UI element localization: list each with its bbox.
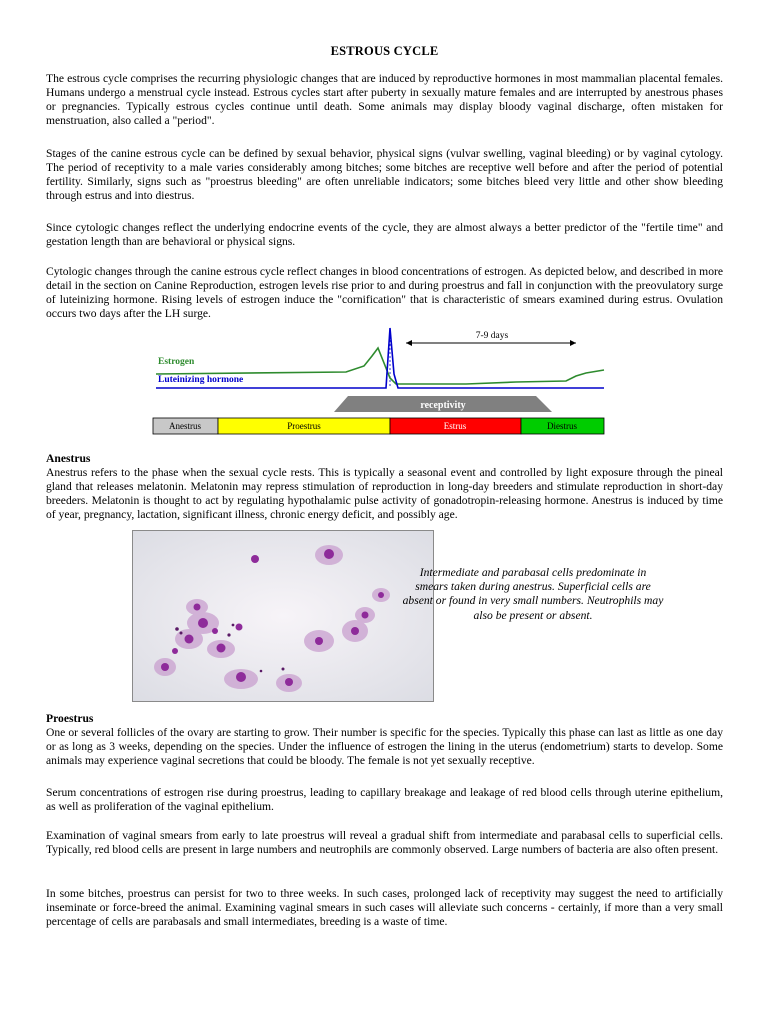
intro-paragraph: Since cytologic changes reflect the underlying endocrine events of the cycle, they are almost always a better predictor of the "fertile time" and gestation length than are behavioral or physical signs.	[46, 221, 723, 248]
page-title: ESTROUS CYCLE	[330, 44, 439, 58]
anestrus-image-caption: Intermediate and parabasal cells predominate in smears taken during anestrus. Superficial cells are absent or found in very small numbers. Neutrophils may also be present or absent.	[402, 566, 664, 622]
hormone-phase-diagram	[46, 318, 723, 440]
proestrus-paragraph: One or several follicles of the ovary are starting to grow. Their number is specific for the species. Typically this phase can last as little as one day or as long as 3 weeks, depending on the species. Under the influence of estrogen the lining in the uterus (endometrium) starts to develop. Some animals may experience vaginal secretions that could be bloody. The female is not yet sexually receptive.	[46, 726, 723, 767]
phase-label: Diestrus	[547, 421, 577, 431]
intro-paragraph: Stages of the canine estrous cycle can be defined by sexual behavior, physical signs (vulvar swelling, vaginal bleeding) or by vaginal cytology. The period of receptivity to a male varies considerably among bitches; some bitches are receptive well before and after the period of potential fertility. Similarly, signs such as "proestrus bleeding" are often unreliable indicators; some bitches bleed very little and other show bleeding through estrus and into diestrus.	[46, 147, 723, 202]
proestrus-paragraph: In some bitches, proestrus can persist for two to three weeks. In such cases, prolonged lack of receptivity may suggest the need to artificially inseminate or force-breed the animal. Examining vaginal smears in such cases will alleviate such concerns - certainly, if more than a very small percentage of cells are parabasals and small intermediates, breeding is a waste of time.	[46, 887, 723, 928]
anestrus-smear-image	[132, 530, 434, 702]
phase-label: Proestrus	[287, 421, 321, 431]
section-heading-anestrus: Anestrus	[46, 452, 91, 465]
proestrus-paragraph: Serum concentrations of estrogen rise during proestrus, leading to capillary breakage and leakage of red blood cells through uterine epithelium, as well as proliferation of the vaginal epithelium.	[46, 786, 723, 813]
interval-label: 7-9 days	[475, 331, 509, 341]
phase-label: Anestrus	[169, 421, 201, 431]
estrogen-label: Estrogen	[158, 357, 195, 367]
receptivity-label: receptivity	[420, 400, 466, 411]
anestrus-paragraph: Anestrus refers to the phase when the sexual cycle rests. This is typically a seasonal event and controlled by light exposure through the pineal gland that releases melatonin. Melatonin may repress stimulation of reproduction in long-day breeders and stimulate reproduction in short-day breeders. Melatonin is thought to act by regulating hypothalamic pulse activity of gonadotropin-releasing hormone. Anestrus is induced by time of year, pregnancy, lactation, significant illness, chronic energy deficit, and possibly age.	[46, 466, 723, 521]
section-heading-proestrus: Proestrus	[46, 712, 94, 725]
proestrus-paragraph: Examination of vaginal smears from early to late proestrus will reveal a gradual shift from intermediate and parabasal cells to superficial cells. Typically, red blood cells are present in large numbers and neutrophils are commonly observed. Large numbers of bacteria are also often present.	[46, 829, 723, 856]
phase-label: Estrus	[443, 421, 467, 431]
lh-label: Luteinizing hormone	[158, 375, 244, 385]
intro-paragraph: The estrous cycle comprises the recurring physiologic changes that are induced by reproductive hormones in most mammalian placental females. Humans undergo a menstrual cycle instead. Estrous cycles start after puberty in sexually mature females and are interrupted by anestrous phases or pregnancies. Typically estrous cycles continue until death. Some animals may display bloody vaginal discharge, often mistaken for menstruation, also called a "period".	[46, 72, 723, 127]
intro-paragraph: Cytologic changes through the canine estrous cycle reflect changes in blood concentrations of estrogen. As depicted below, and described in more detail in the section on Canine Reproduction, estrogen levels rise prior to and during proestrus and fall in conjunction with the preovulatory surge of luteinizing hormone. Rising levels of estrogen induce the "cornification" that is characteristic of smears examined during estrus. Ovulation occurs two days after the LH surge.	[46, 265, 723, 320]
